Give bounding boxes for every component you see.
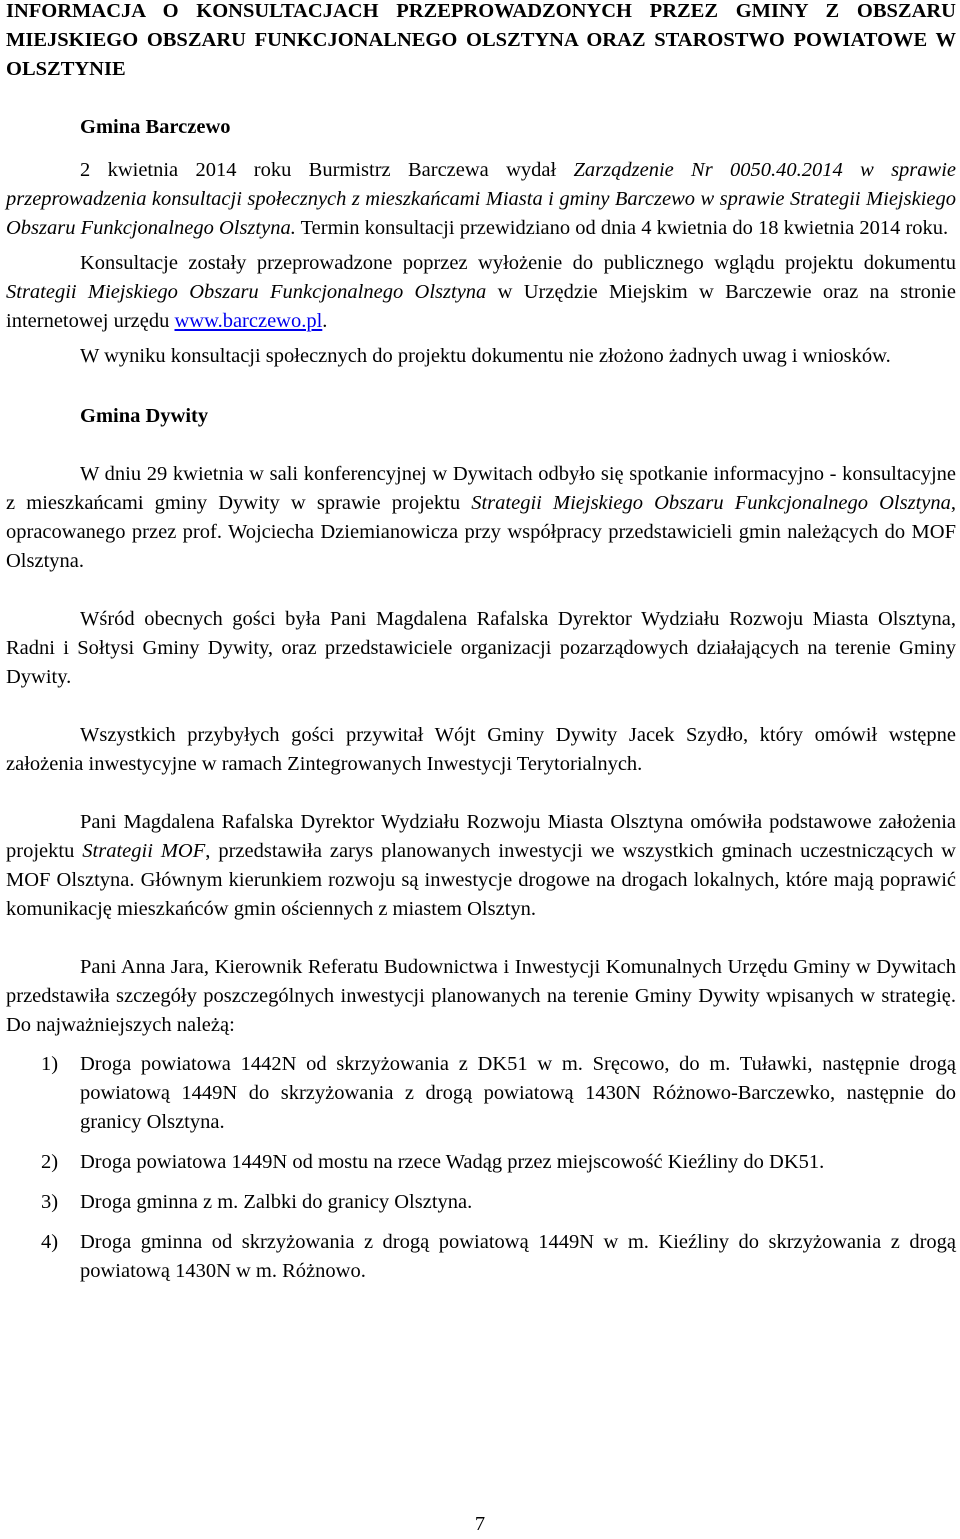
document-title: INFORMACJA O KONSULTACJACH PRZEPROWADZONYCH PRZEZ GMINY Z OBSZARU MIEJSKIEGO OBSZARU FUNKCJONALNEGO OLSZTYNA ORAZ STAROSTWO POWIATOWE W OLSZTYNIE <box>6 0 956 80</box>
investment-list <box>6 1050 956 1286</box>
list-item: 1) Droga powiatowa 1442N od skrzyżowania z DK51 w m. Sręcowo, do m. Tuławki, następnie drogą powiatową 1449N do skrzyżowania z drogą powiatową 1430N Różnowo-Barczewko, następnie do granicy Olsztyna. <box>41 1053 956 1133</box>
dywity-paragraph-2: Wśród obecnych gości była Pani Magdalena Rafalska Dyrektor Wydziału Rozwoju Miasta Olsztyna, Radni i Sołtysi Gminy Dywity, oraz przedstawiciele organizacji pozarządowych działających na terenie Gminy Dywity. <box>6 608 956 688</box>
list-item: 3) Droga gminna z m. Zalbki do granicy Olsztyna. <box>41 1191 473 1213</box>
page-number: 7 <box>474 1513 486 1535</box>
section-barczewo <box>6 113 956 371</box>
list-item: 2) Droga powiatowa 1449N od mostu na rzece Wadąg przez miejscowość Kieźliny do DK51. <box>41 1151 825 1173</box>
dywity-paragraph-1: W dniu 29 kwietnia w sali konferencyjnej w Dywitach odbyło się spotkanie informacyjno - konsultacyjne z mieszkańcami gminy Dywity w sprawie projektu Strategii Miejskiego Obszaru Funkcjonalnego Olsztyna, opracowanego przez prof. Wojciecha Dziemianowicza przy współpracy przedstawicieli gmin należących do MOF Olsztyna. <box>6 463 956 572</box>
dywity-paragraph-4: Pani Magdalena Rafalska Dyrektor Wydziału Rozwoju Miasta Olsztyna omówiła podstawowe założenia projektu Strategii MOF, przedstawiła zarys planowanych inwestycji we wszystkich gminach uczestniczących w MOF Olsztyna. Głównym kierunkiem rozwoju są inwestycje drogowe na drogach lokalnych, które mają poprawić komunikację mieszkańców gmin ościennych z miastem Olsztyn. <box>6 811 956 920</box>
spacer <box>6 84 956 113</box>
barczewo-paragraph-2: Konsultacje zostały przeprowadzone poprzez wyłożenie do publicznego wglądu projektu dokumentu Strategii Miejskiego Obszaru Funkcjonalnego Olsztyna w Urzędzie Miejskim w Barczewie oraz na stronie internetowej urzędu www.barczewo.pl. <box>6 252 956 332</box>
barczewo-paragraph-1: 2 kwietnia 2014 roku Burmistrz Barczewa wydał Zarządzenie Nr 0050.40.2014 w sprawie przeprowadzenia konsultacji społecznych z mieszkańcami Miasta i gminy Barczewo w sprawie Strategii Miejskiego Obszaru Funkcjonalnego Olsztyna. Termin konsultacji przewidziano od dnia 4 kwietnia do 18 kwietnia 2014 roku. <box>6 159 956 239</box>
section-heading-dywity: Gmina Dywity <box>80 405 209 427</box>
dywity-paragraph-3: Wszystkich przybyłych gości przywitał Wójt Gminy Dywity Jacek Szydło, który omówił wstępne założenia inwestycyjne w ramach Zintegrowanych Inwestycji Terytorialnych. <box>6 724 956 775</box>
section-dywity <box>6 402 956 1286</box>
dywity-paragraph-5: Pani Anna Jara, Kierownik Referatu Budownictwa i Inwestycji Komunalnych Urzędu Gminy w Dywitach przedstawiła szczegóły poszczególnych inwestycji planowanych na terenie Gminy Dywity wpisanych w strategię. Do najważniejszych należą: <box>6 956 956 1036</box>
section-heading-barczewo: Gmina Barczewo <box>80 116 231 138</box>
list-item: 4) Droga gminna od skrzyżowania z drogą powiatową 1449N w m. Kieźliny do skrzyżowania z drogą powiatową 1430N w m. Różnowo. <box>41 1231 956 1282</box>
document-page <box>6 0 956 1286</box>
barczewo-website-link[interactable]: www.barczewo.pl <box>174 310 323 332</box>
barczewo-paragraph-3: W wyniku konsultacji społecznych do projektu dokumentu nie złożono żadnych uwag i wniosków. <box>80 345 891 367</box>
